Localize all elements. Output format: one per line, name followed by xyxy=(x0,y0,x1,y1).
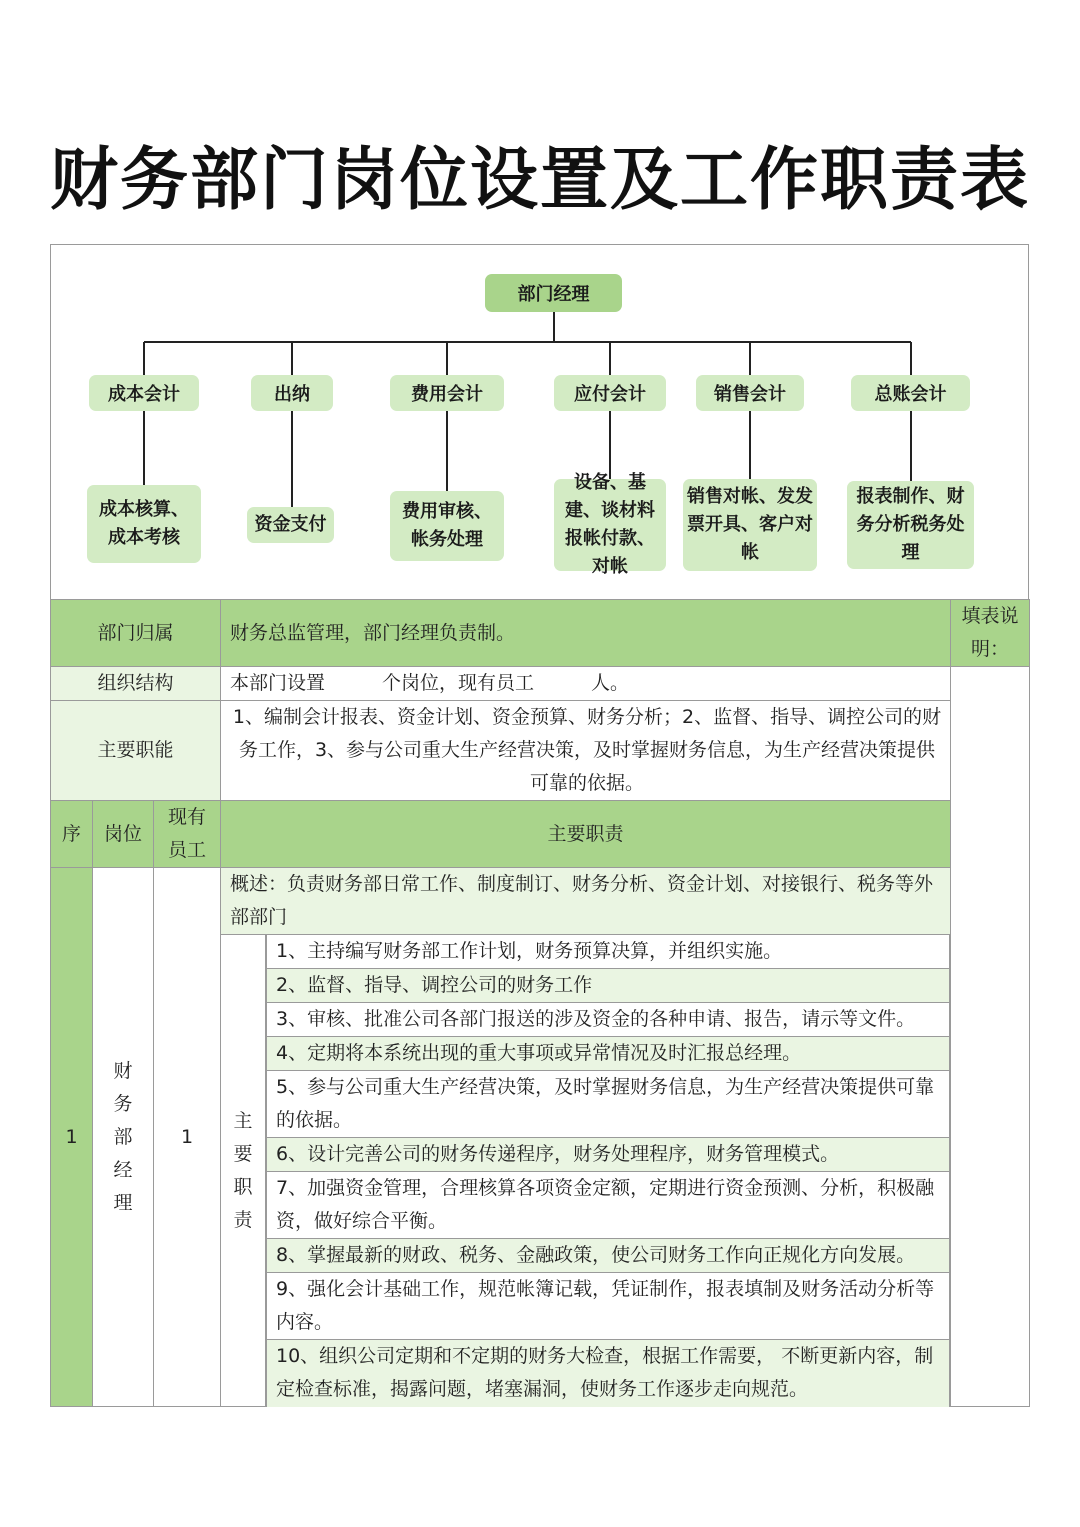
table-header-row xyxy=(51,801,1030,868)
header-staff: 现有员工 xyxy=(154,801,221,868)
org-box-sales-accountant: 销售会计 xyxy=(696,375,804,411)
main-function-value: 1、编制会计报表、资金计划、资金预算、财务分析；2、监督、指导、调控公司的财务工作，3、参与公司重大生产经营决策，及时掌握财务信息，为生产经营决策提供可靠的依据。 xyxy=(221,701,951,801)
row-staff: 1 xyxy=(154,868,221,1407)
org-duty-payable: 设备、基建、谈材料报帐付款、对帐 xyxy=(554,479,666,571)
header-seq: 序 xyxy=(51,801,93,868)
dept-value: 财务总监管理，部门经理负责制。 xyxy=(221,600,951,667)
org-duty-ledger: 报表制作、财务分析税务处理 xyxy=(847,481,974,569)
duty-item: 2、监督、指导、调控公司的财务工作 xyxy=(267,969,950,1003)
org-duty-expense: 费用审核、帐务处理 xyxy=(390,491,504,561)
org-structure-value: 本部门设置 个岗位，现有员工 人。 xyxy=(221,667,951,701)
table-row xyxy=(51,667,1030,701)
org-duty-sales: 销售对帐、发发票开具、客户对帐 xyxy=(683,479,817,571)
duty-item: 3、审核、批准公司各部门报送的涉及资金的各种申请、报告，请示等文件。 xyxy=(267,1003,950,1037)
table-row xyxy=(51,868,1030,935)
main-function-label: 主要职能 xyxy=(51,701,221,801)
page-title: 财务部门岗位设置及工作职责表 xyxy=(49,140,1030,220)
duty-item: 4、定期将本系统出现的重大事项或异常情况及时汇报总经理。 xyxy=(267,1037,950,1071)
note-area xyxy=(951,667,1030,1407)
org-duty-cashier: 资金支付 xyxy=(247,507,334,543)
org-box-payable-accountant: 应付会计 xyxy=(554,375,666,411)
header-post: 岗位 xyxy=(93,801,154,868)
header-duties: 主要职责 xyxy=(221,801,951,868)
note-label: 填表说明： xyxy=(951,600,1030,667)
row-summary: 概述：负责财务部日常工作、制度制订、财务分析、资金计划、对接银行、税务等外部部门 xyxy=(221,868,951,935)
duty-item: 8、掌握最新的财政、税务、金融政策，使公司财务工作向正规化方向发展。 xyxy=(267,1239,950,1273)
org-box-general-ledger-accountant: 总账会计 xyxy=(851,375,970,411)
duty-list xyxy=(266,935,950,1407)
org-box-expense-accountant: 费用会计 xyxy=(390,375,504,411)
duty-item: 6、设计完善公司的财务传递程序，财务处理程序，财务管理模式。 xyxy=(267,1138,950,1172)
duty-item: 10、组织公司定期和不定期的财务大检查，根据工作需要， 不断更新内容，制定检查标准，揭露问题，堵塞漏洞，使财务工作逐步走向规范。 xyxy=(267,1340,950,1407)
row-post: 财务部经理 xyxy=(93,868,154,1407)
org-structure-label: 组织结构 xyxy=(51,667,221,701)
duty-item: 7、加强资金管理，合理核算各项资金定额，定期进行资金预测、分析，积极融资，做好综合平衡。 xyxy=(267,1172,950,1239)
table-row xyxy=(51,600,1030,667)
duty-table xyxy=(50,599,1030,1407)
org-duty-cost: 成本核算、成本考核 xyxy=(87,485,201,563)
duties-label: 主要职责 xyxy=(221,935,266,1407)
duty-item: 5、参与公司重大生产经营决策，及时掌握财务信息，为生产经营决策提供可靠的依据。 xyxy=(267,1071,950,1138)
duty-item: 1、主持编写财务部工作计划，财务预算决算，并组织实施。 xyxy=(267,935,950,969)
duty-item: 9、强化会计基础工作，规范帐簿记载，凭证制作，报表填制及财务活动分析等内容。 xyxy=(267,1273,950,1340)
org-chart xyxy=(50,244,1029,600)
org-box-cashier: 出纳 xyxy=(251,375,333,411)
table-row xyxy=(51,701,1030,801)
org-box-cost-accountant: 成本会计 xyxy=(89,375,199,411)
row-seq: 1 xyxy=(51,868,93,1407)
dept-label: 部门归属 xyxy=(51,600,221,667)
org-box-manager: 部门经理 xyxy=(485,274,622,312)
